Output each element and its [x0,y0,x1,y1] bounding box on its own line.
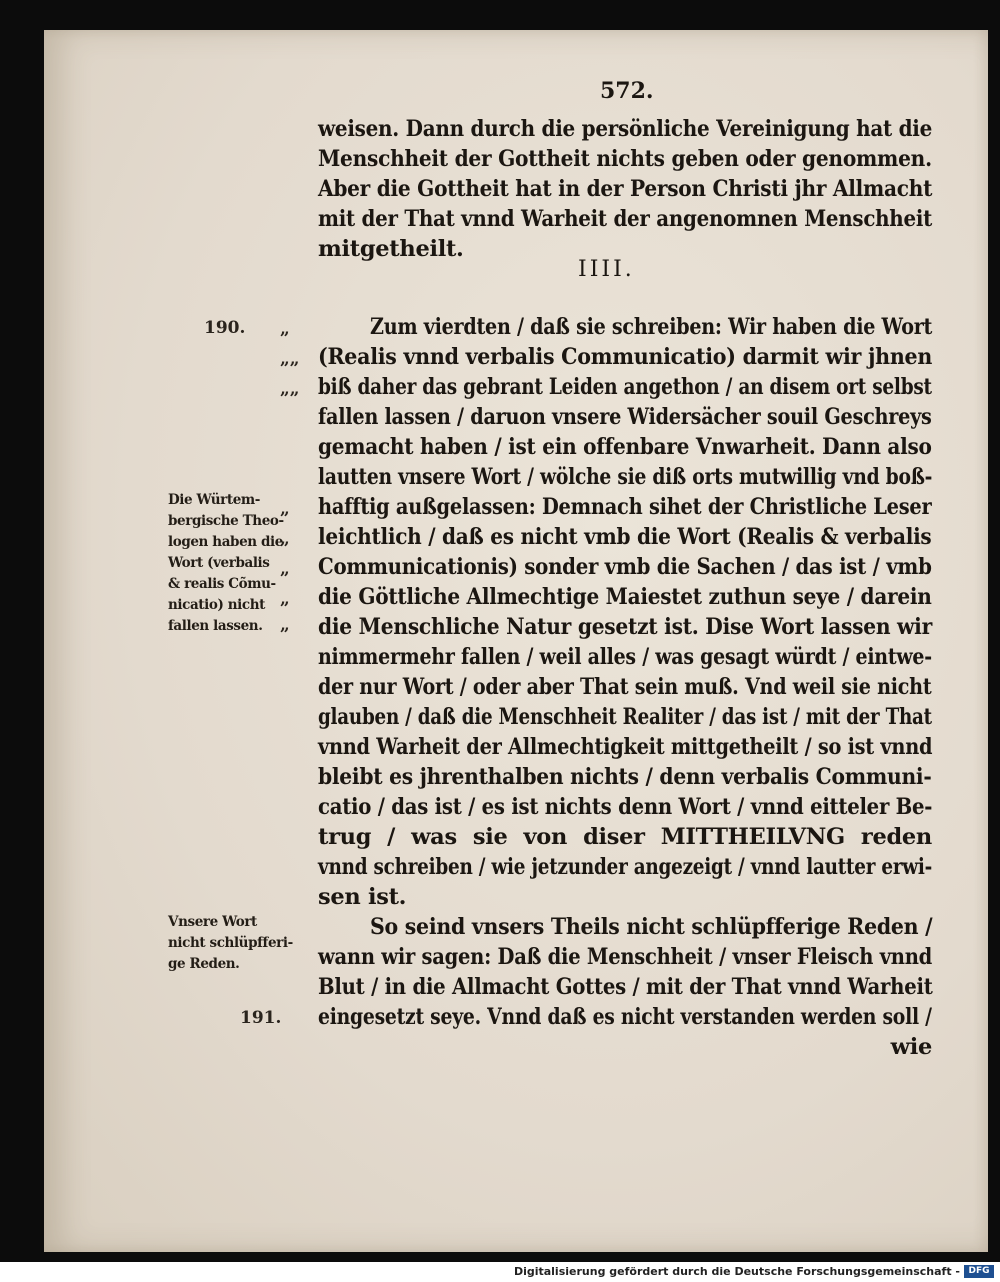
text-line: Aber die Gottheit hat in der Person Christi jhr Allmacht [318,176,933,202]
dfg-logo: DFG [964,1265,994,1278]
quote-marks: „ [280,559,290,579]
text-line: hafftig außgelassen: Demnach sihet der Christliche Leser [318,494,932,520]
quote-marks: „ [280,529,290,549]
margin-note-line: Die Würtem- [168,492,260,508]
text-line: eingesetzt seye. Vnnd daß es nicht verstanden werden soll / [318,1004,932,1030]
text-line: bleibt es jhrenthalben nichts / denn verbalis Communi- [318,764,932,790]
margin-note-line: nicht schlüpfferi- [168,935,293,951]
margin-note-line: bergische Theo- [168,513,284,529]
margin-number: 190. [204,318,246,338]
text-line: (Realis vnnd verbalis Communicatio) darmit wir jhnen [318,344,933,370]
text-line: gemacht haben / ist ein offenbare Vnwarheit. Dann also [318,434,932,460]
margin-note-line: fallen lassen. [168,618,263,634]
text-line: die Menschliche Natur gesetzt ist. Dise Wort lassen wir [318,614,932,640]
margin-note-line: nicatio) nicht [168,597,265,613]
text-line: weisen. Dann durch die persönliche Vereinigung hat die [318,116,933,142]
text-line: nimmermehr fallen / weil alles / was gesagt würdt / eintwe- [318,644,932,670]
text-line: mitgetheilt. [318,236,464,262]
text-line: glauben / daß die Menschheit Realiter / das ist / mit der That [318,704,932,730]
text-line: sen ist. [318,884,407,910]
margin-note-line: ge Reden. [168,956,240,972]
margin-note-line: & realis Cõmu- [168,576,276,592]
quote-marks: „„ [280,379,300,399]
text-line: leichtlich / daß es nicht vmb die Wort (Realis & verbalis [318,524,932,550]
catchword: wie [890,1034,932,1060]
text-line: fallen lassen / daruon vnsere Widersächer souil Geschreys [318,404,932,430]
text-line: vnnd Warheit der Allmechtigkeit mittgetheilt / so ist vnnd [318,734,933,760]
quote-marks: „ [280,319,290,339]
text-line: trug / was sie von diser MITTHEILVNG reden [318,824,932,850]
margin-note-line: logen haben die [168,534,283,550]
section-heading: IIII. [578,257,635,282]
quote-marks: „ [280,589,290,609]
quote-marks: „„ [280,349,300,369]
text-line: So seind vnsers Theils nicht schlüpfferige Reden / [370,914,933,940]
margin-number: 191. [240,1008,282,1028]
text-line: lautten vnsere Wort / wölche sie diß orts mutwillig vnd boß- [318,464,933,490]
text-line: biß daher das gebrant Leiden angethon / an disem ort selbst [318,374,932,400]
margin-note-line: Wort (verbalis [168,555,270,571]
text-line: die Göttliche Allmechtige Maiestet zuthun seye / darein [318,584,932,610]
text-line: Blut / in die Allmacht Gottes / mit der That vnnd Warheit [318,974,933,1000]
margin-note-line: Vnsere Wort [168,914,257,930]
text-line: vnnd schreiben / wie jetzunder angezeigt / vnnd lautter erwi- [318,854,933,880]
text-line: catio / das ist / es ist nichts denn Wort / vnnd eitteler Be- [318,794,933,820]
quote-marks: „ [280,499,290,519]
text-line: Zum vierdten / daß sie schreiben: Wir haben die Wort [370,314,933,340]
text-line: Menschheit der Gottheit nichts geben oder genommen. [318,146,932,172]
text-line: Communicationis) sonder vmb die Sachen / das ist / vmb [318,554,932,580]
page-number: 572. [600,78,654,104]
quote-marks: „ [280,615,290,635]
text-line: mit der That vnnd Warheit der angenomnen Menschheit [318,206,933,232]
text-line: wann wir sagen: Daß die Menschheit / vnser Fleisch vnnd [318,944,933,970]
funding-notice: Digitalisierung gefördert durch die Deutsche Forschungsgemeinschaft - [513,1265,960,1278]
text-line: der nur Wort / oder aber That sein muß. Vnd weil sie nicht [318,674,932,700]
